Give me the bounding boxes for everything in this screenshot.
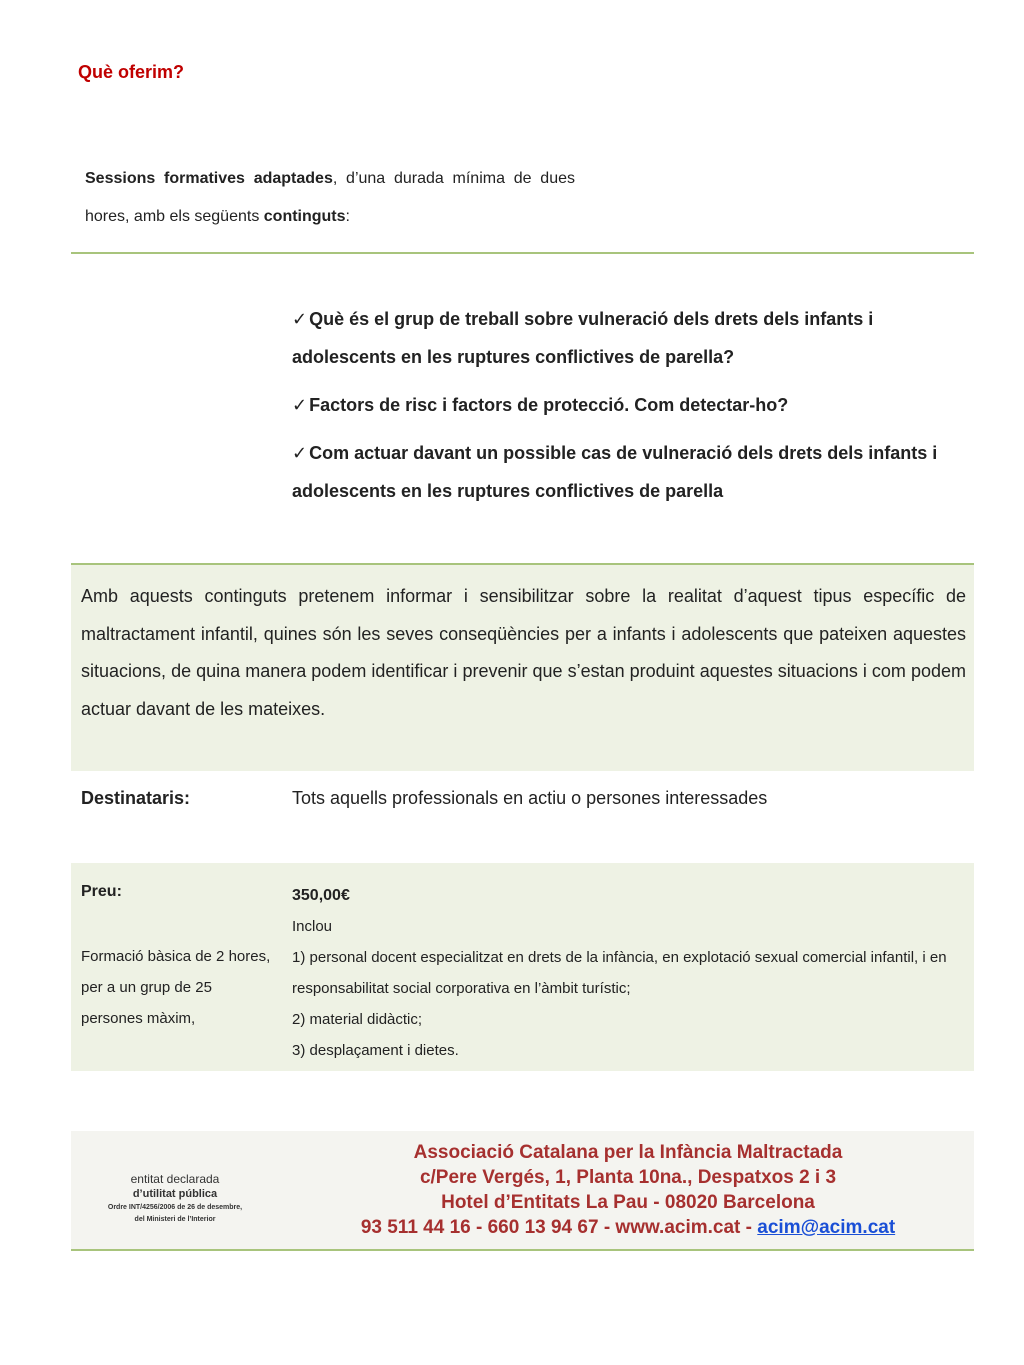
intro-text-1: , d’una durada mínima de dues hores, amb els següents bbox=[85, 170, 575, 225]
checkmark-icon: ✓ bbox=[292, 309, 308, 329]
contents-checklist bbox=[292, 300, 962, 520]
preu-item: 3) desplaçament i dietes. bbox=[292, 1042, 459, 1059]
description-paragraph: Amb aquests continguts pretenem informar i sensibilitzar sobre la realitat d’aquest tipus específic de maltractament infantil, quines són les seves conseqüències per a infants i adolescents que pateixen aquestes situacions, de quina manera podem identificar i prevenir que s’estan produint aquestes situacions i com podem actuar davant de les mateixes. bbox=[81, 586, 966, 719]
divider-top bbox=[71, 252, 974, 254]
checklist-item bbox=[292, 434, 962, 510]
checklist-item bbox=[292, 300, 962, 376]
preu-label: Preu: bbox=[81, 883, 122, 900]
footer-left-line1: entitat declarada bbox=[130, 1172, 220, 1186]
footer-left-line4: del Ministeri de l’Interior bbox=[134, 1216, 216, 1223]
section-heading: Què oferim? bbox=[78, 62, 185, 82]
intro-paragraph bbox=[85, 160, 575, 236]
intro-bold-continguts: continguts bbox=[263, 208, 346, 225]
org-hotel: Hotel d’Entitats La Pau - 08020 Barcelona bbox=[441, 1192, 815, 1213]
preu-inclou: Inclou bbox=[292, 918, 333, 935]
preu-item: 2) material didàctic; bbox=[292, 1011, 423, 1028]
preu-price: 350,00€ bbox=[292, 887, 350, 904]
preu-details bbox=[292, 880, 962, 1066]
email-link[interactable]: acim@acim.cat bbox=[757, 1217, 896, 1238]
org-name: Associació Catalana per la Infància Maltractada bbox=[413, 1142, 843, 1163]
organization-contact bbox=[300, 1140, 956, 1240]
checklist-item bbox=[292, 386, 962, 424]
destinataris-label: Destinataris: bbox=[81, 788, 191, 808]
footer-left-line2: d’utilitat pública bbox=[132, 1188, 218, 1200]
destinataris-value: Tots aquells professionals en actiu o persones interessades bbox=[292, 788, 768, 808]
footer-left-line3: Ordre INT/4256/2006 de 26 de desembre, bbox=[107, 1204, 243, 1211]
preu-item: 1) personal docent especialitzat en drets de la infància, en explotació sexual comercial infantil, i en responsabilitat social corporativa en l’àmbit turístic; bbox=[292, 949, 947, 997]
intro-text-2: : bbox=[345, 208, 350, 225]
checklist-item-text: Factors de risc i factors de protecció. Com detectar-ho? bbox=[309, 395, 789, 415]
checklist-item-text: Com actuar davant un possible cas de vulneració dels drets dels infants i adolescents en les ruptures conflictives de parella bbox=[292, 443, 938, 501]
intro-bold-sessions: Sessions formatives adaptades bbox=[85, 170, 333, 187]
org-contact-line bbox=[300, 1215, 956, 1240]
org-address: c/Pere Vergés, 1, Planta 10na., Despatxos 2 i 3 bbox=[419, 1167, 837, 1188]
preu-description: Formació bàsica de 2 hores, per a un grup de 25 persones màxim, bbox=[81, 948, 271, 1027]
checkmark-icon: ✓ bbox=[292, 395, 308, 415]
public-utility-notice bbox=[100, 1172, 250, 1224]
checkmark-icon: ✓ bbox=[292, 443, 308, 463]
checklist-item-text: Què és el grup de treball sobre vulneració dels drets dels infants i adolescents en les ruptures conflictives de parella? bbox=[292, 309, 874, 367]
org-phones-web: 93 511 44 16 - 660 13 94 67 - www.acim.cat - bbox=[360, 1217, 758, 1238]
